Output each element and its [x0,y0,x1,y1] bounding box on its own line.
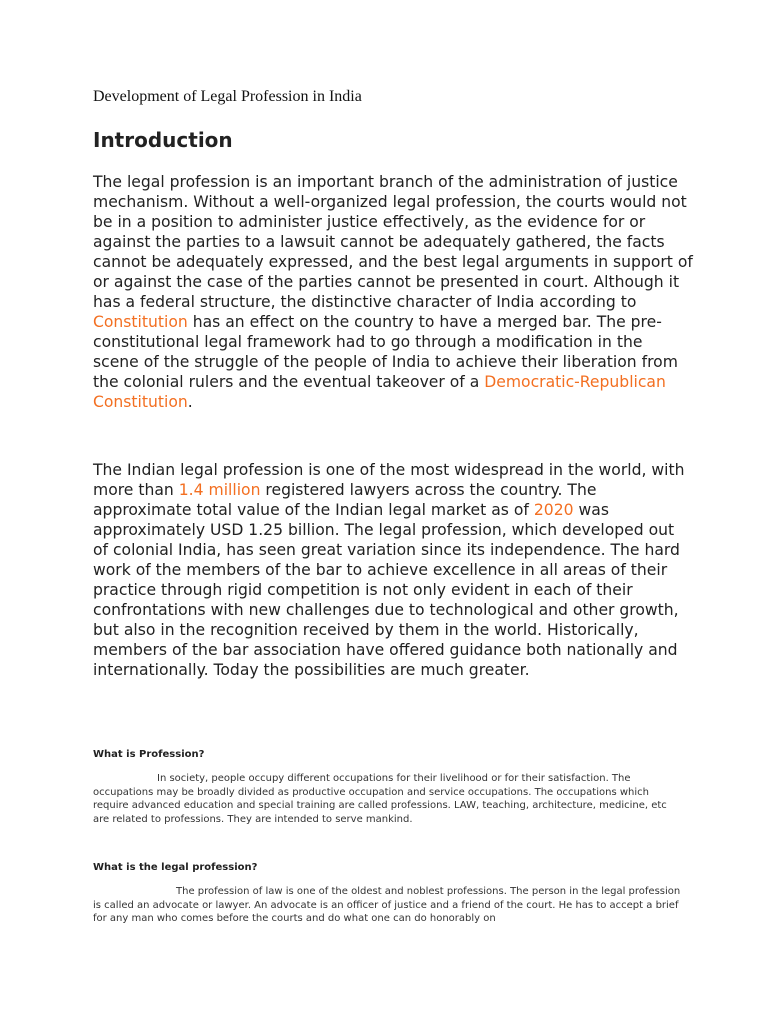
paragraph-text: was approximately USD 1.25 billion. The legal profession, which developed out of colonial India, has seen great variation since its independence. The hard work of the members of the bar to achieve excellence in all areas of their practice through rigid competition is not only evident in each of their confrontations with new challenges due to technological and other growth, but also in the recognition received by them in the world. Historically, members of the bar association have offered guidance both nationally and internationally. Today the possibilities are much greater. [93,501,680,679]
year-2020-link[interactable]: 2020 [533,501,574,519]
document-title: Development of Legal Profession in India [93,88,362,105]
introduction-heading: Introduction [93,128,233,152]
paragraph-text: . [187,393,193,411]
paragraph-indent [93,886,176,897]
democratic-republican-constitution-link[interactable]: Democratic-Republican Constitution [93,373,666,411]
paragraph-text: In society, people occupy different occupations for their livelihood or for their satisfaction. The occupations may be broadly divided as productive occupation and service occupations. The occupations which require advanced education and special training are called professions. LAW, teaching, architecture, medicine, etc are related to professions. They are intended to serve mankind. [93,773,667,825]
paragraph-text: The Indian legal profession is one of the most widespread in the world, with more than [93,461,685,499]
lawyers-count-link[interactable]: 1.4 million [178,481,261,499]
introduction-paragraph-1 [93,172,693,412]
paragraph-text: The legal profession is an important branch of the administration of justice mechanism. Without a well-organized legal profession, the courts would not be in a position to administer justice effectively, as the evidence for or against the parties to a lawsuit cannot be adequately gathered, the facts cannot be adequately expressed, and the best legal arguments in support of or against the case of the parties cannot be presented in court. Although it has a federal structure, the distinctive character of India according to [93,173,693,311]
what-is-profession-heading: What is Profession? [93,749,205,760]
paragraph-text: The profession of law is one of the oldest and noblest professions. The person in the legal profession is called an advocate or lawyer. An advocate is an officer of justice and a friend of the court. He has to accept a brief for any man who comes before the courts and do what one can do honorably on [93,886,681,924]
what-is-legal-profession-text [93,885,683,926]
what-is-legal-profession-heading: What is the legal profession? [93,862,258,873]
what-is-profession-text [93,772,683,826]
paragraph-indent [93,773,157,784]
paragraph-text: registered lawyers across the country. The approximate total value of the Indian legal market as of [93,481,597,519]
paragraph-text: has an effect on the country to have a merged bar. The pre-constitutional legal framework had to go through a modification in the scene of the struggle of the people of India to achieve their liberation from the colonial rulers and the eventual takeover of a [93,313,678,391]
constitution-link[interactable]: Constitution [93,313,188,331]
introduction-paragraph-2 [93,460,693,680]
